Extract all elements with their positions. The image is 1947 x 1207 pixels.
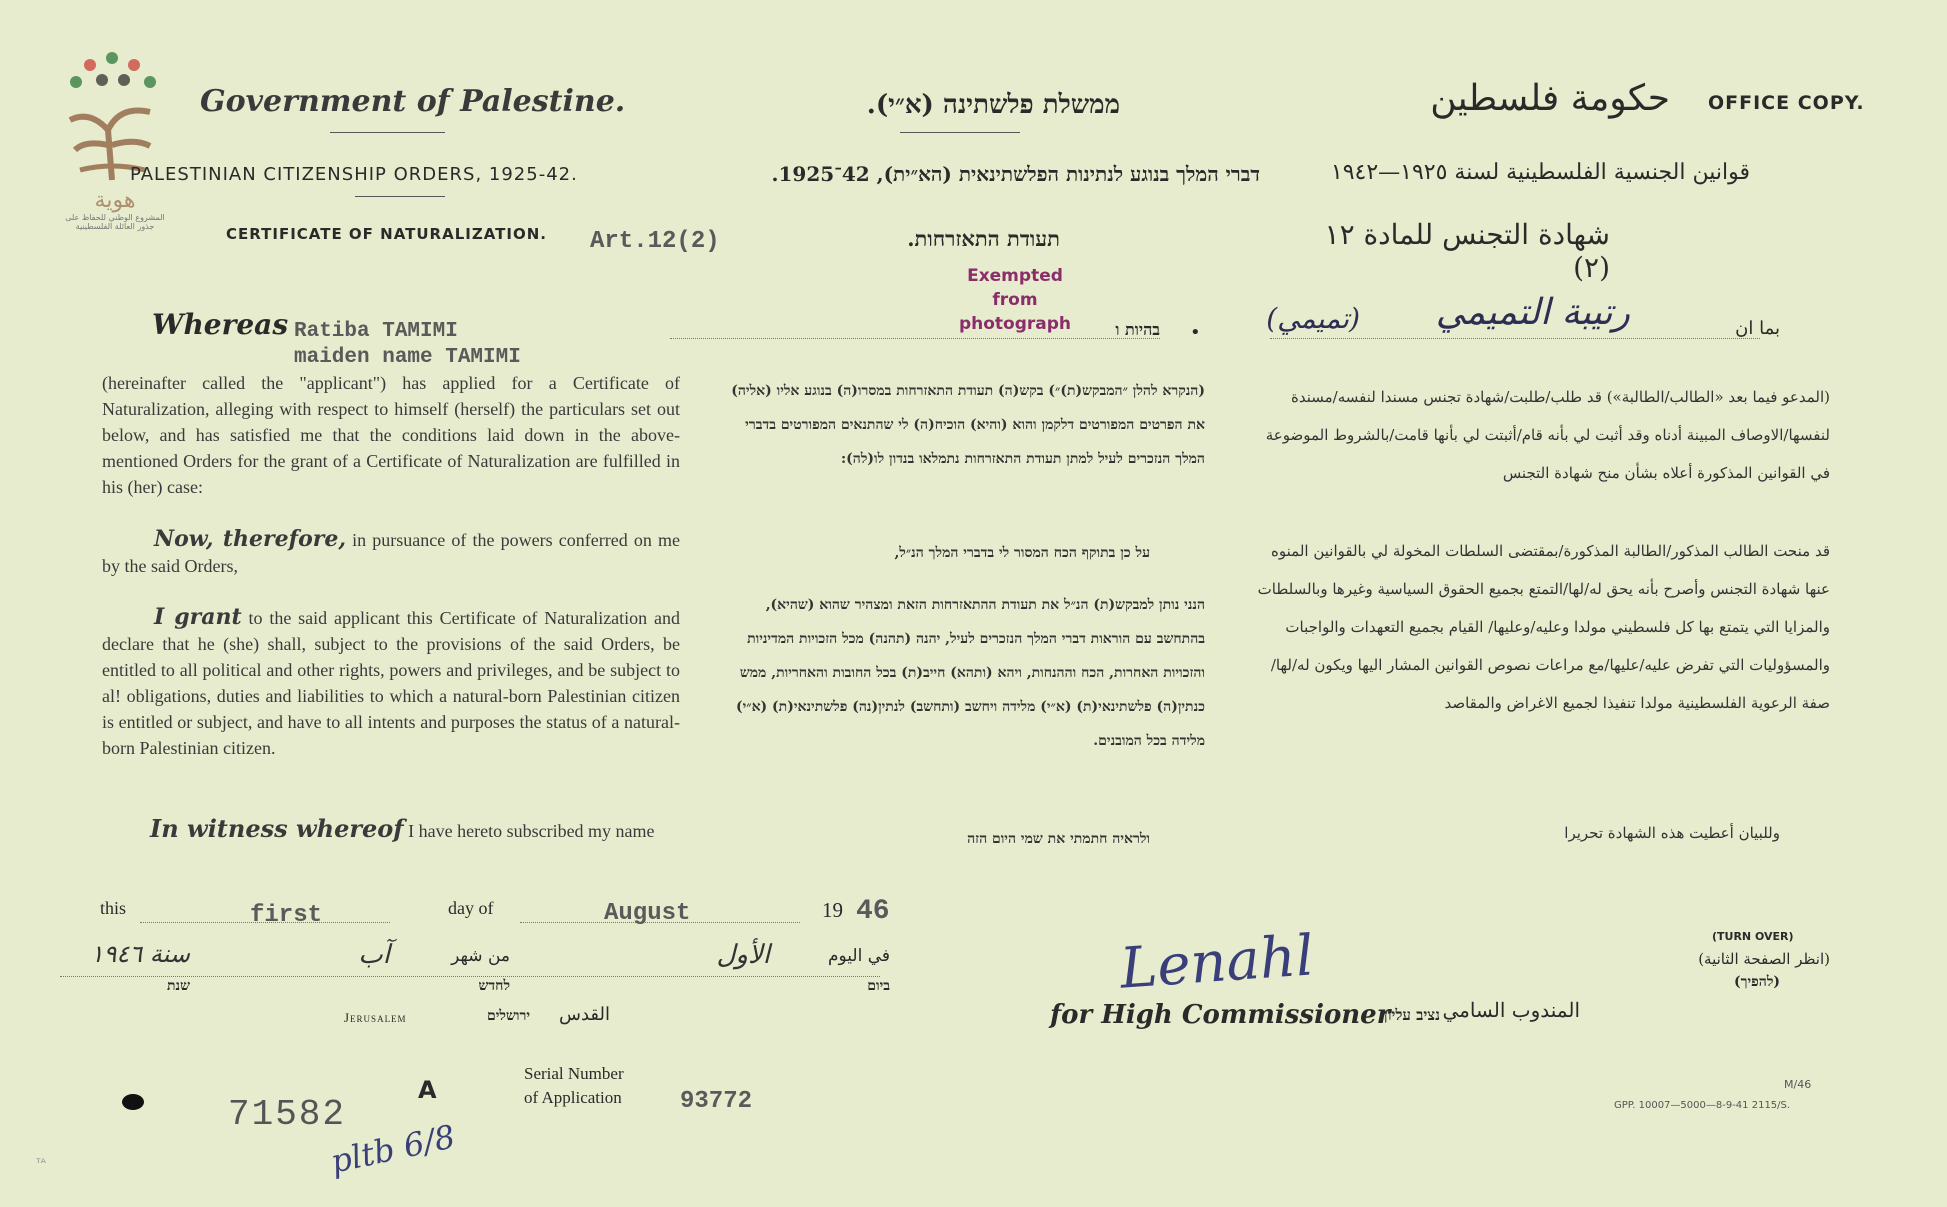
serial-label-line2: of Application [524,1088,622,1107]
printer-code: M/46 [1784,1078,1812,1091]
hebrew-paragraph-1: (הנקרא להלן ״המבקש(ת)״) בקש(ה) תעודת התאזרחות במסרו(ה) בנוגע אליו (אליה) את הפרטים המפורטים דלקמן והוא (והיא) הוכיח(ה) לי שהתנאים המפורטים בדברי המלך הנזכרים לעיל למתן תעודת התאזרחות נתמלאו בנדון לו(לה): [731,383,1205,467]
certificate-title-ar: شهادة التجنس للمادة ١٢ (٢) [1324,218,1610,284]
serial-letter: A [418,1076,437,1104]
date-day-ar: الأول [716,940,770,970]
government-title-he: ממשלת פלשתינה (א״י). [866,90,1120,120]
date-month-ar: آب [358,940,390,970]
watermark-name: هوية [94,188,136,213]
date-day-he: ביום [867,978,890,994]
corner-mark: ᵀᴬ [36,1156,46,1170]
date-month-he: לחדש [478,978,510,994]
printer-line: GPP. 10007—5000—8-9-41 2115/S. [1614,1100,1791,1111]
hebrew-paragraph-2: על כן בתוקף הכח המסור לי בדברי המלך הנ״ל, [894,545,1150,561]
orders-title-en: PALESTINIAN CITIZENSHIP ORDERS, 1925-42. [130,164,578,185]
serial-number: 71582 [228,1094,347,1135]
hebrew-paragraph-3: הנני נותן למבקש(ת) הנ״ל את תעודת ההתאזרחות הזאת ומצהיר שהוא (שהיא), בהתחשב עם הוראות דברי המלך הנזכרים לעיל, יהנה (תהנה) מכל הזכויות המדיניות והזכויות האחרות, הכח וההנחות, ויהא (ותהא) חייב(ת) בכל החובות והאחריות, ממש כנתין(ה) פלשתינאי(ת) (א״י) מלידה ויחשב (ותחשב) לנתין(נה) פלשתינאי(ת) (א״י) מלידה בכל המובנים. [735,597,1205,749]
date-this-label: this [100,898,127,918]
exempted-stamp [950,264,1080,336]
applicant-maiden-ar: (تميمي) [1266,302,1360,335]
office-copy-label: OFFICE COPY. [1708,92,1865,114]
orders-title-ar: قوانين الجنسية الفلسطينية لسنة ١٩٢٥—١٩٤٢ [1330,160,1750,185]
commissioner-ar: المندوب السامي [1442,998,1580,1022]
turn-over-he: (להפיך) [1733,974,1780,990]
applicant-maiden-name: maiden name TAMIMI [294,346,521,369]
english-paragraph-4 [150,816,710,844]
article-reference: Art.12(2) [590,228,720,255]
date-month: August [604,900,691,927]
commissioner-signature: Lenahl [1117,923,1316,1002]
stamp-line2: from [992,290,1038,310]
date-year-suffix: 46 [856,896,890,927]
hebrew-paragraph-4: ולראיה חתמתי את שמי היום הזה [967,831,1150,847]
watermark-line2: جذور العائلة الفلسطينية [75,222,155,231]
orders-title-he: דברי המלך בנוגע לנתינות הפלשתינאית (הא״ית), 42־1925. [771,162,1260,186]
i-grant-text: to the said applicant this Certificate of Naturalization and declare that he (she) shall, subject to the provisions of the said Orders, be entitled to all political and other rights, powers and privileges, and be subject to al! obligations, duties and liabilities to which a natural-born Palestinian citizen is entitled or subject, and have to all intents and purposes the status of a natural-born Palestinian citizen. [102,608,680,758]
date-year-he: שנת [166,978,190,994]
turn-over-en: (TURN OVER) [1712,930,1794,943]
now-therefore-lead: Now, therefore, [154,526,347,552]
date-month-ar-label: من شهر [451,946,510,966]
stamp-line1: Exempted [967,266,1063,286]
in-witness-lead: In witness whereof [150,814,404,843]
in-witness-text: I have hereto subscribed my name [403,821,655,841]
place-ar: القدس [558,1004,610,1025]
serial-label-line1: Serial Number [524,1064,624,1083]
now-therefore-text: in pursuance of the powers conferred on me by the said Orders, [102,530,680,576]
whereas-lead: Whereas [152,308,289,341]
turn-over-ar: (انظر الصفحة الثانية) [1698,950,1830,968]
date-day: first [250,902,323,929]
watermark-line1: المشروع الوطني للحفاظ على [65,213,165,222]
stamp-line3: photograph [958,314,1072,334]
date-year-prefix: 19 [822,898,843,922]
applicant-name-ar: رتيبة التميمي [1435,292,1630,333]
date-year-ar: سنة ١٩٤٦ [90,940,190,968]
date-day-ar-label: في اليوم [827,946,890,966]
government-title-ar: حكومة فلسطين [1430,78,1670,119]
whereas-he: בהיות ו [1115,320,1160,339]
certificate-title-en: CERTIFICATE OF NATURALIZATION. [226,225,547,243]
i-grant-lead: I grant [154,604,242,630]
arabic-paragraph-2: قد منحت الطالب المذكور/الطالبة المذكورة/بمقتضى السلطات المخولة لي بالقوانين المنوه عنها شهادة التجنس وأصرح بأنه يحق له/لها/التمتع بجميع الحقوق السياسية وغيرها وبالسلطات والمزايا التي يتمتع بها كل فلسطيني مولدا وعليه/وعليها/ القيام بجميع التعهدات والواجبات والمسؤوليات التي تفرض عليه/عليها/مع مراعات نصوص القوانين المشار اليها ويكون له/لها/ صفة الرعوية الفلسطينية مولدا تنفيذا لجميع الاغراض والمقاصد [1257,542,1830,712]
arabic-paragraph-3: وللبيان أعطيت هذه الشهادة تحريرا [1564,824,1780,842]
commissioner-he: נציב עליון [1383,1006,1440,1024]
place-en: Jerusalem [344,1010,407,1025]
bullet-dot: • [1190,322,1201,343]
certificate-title-he: תעודת התאזרחות. [907,226,1060,251]
english-paragraph-2 [102,526,680,579]
place-he: ירושלים [487,1008,530,1024]
date-day-of-label: day of [448,898,494,918]
english-paragraph-3 [102,604,680,761]
applicant-name: Ratiba TAMIMI [294,320,458,343]
ink-blot [122,1094,144,1110]
government-title-en: Government of Palestine. [200,84,626,119]
watermark-logo [50,50,180,260]
commissioner-en: for High Commissioner [1050,1000,1391,1030]
serial-handwritten-note: pltb 6/8 [327,1117,459,1181]
english-paragraph-1: (hereinafter called the "applicant") has applied for a Certificate of Naturalization, alleging with respect to himself (herself) the particulars set out below, and has satisfied me that the conditions laid down in the above-mentioned Orders for the grant of a Certificate of Naturalization are fulfilled in his (her) case: [102,373,680,497]
arabic-paragraph-1: (المدعو فيما بعد «الطالب/الطالبة») قد طلب/طلبت/شهادة تجنس مسندا لنفسه/مسندة لنفسها/الاوصاف المبينة أدناه وقد أثبت لي بأنه قام/أثبتت لي بأنها قامت/بالشروط الموضوعة في القوانين المذكورة أعلاه بشأن منح شهادة التجنس [1265,388,1830,482]
whereas-ar: بما ان [1735,318,1780,339]
application-number: 93772 [680,1088,753,1115]
